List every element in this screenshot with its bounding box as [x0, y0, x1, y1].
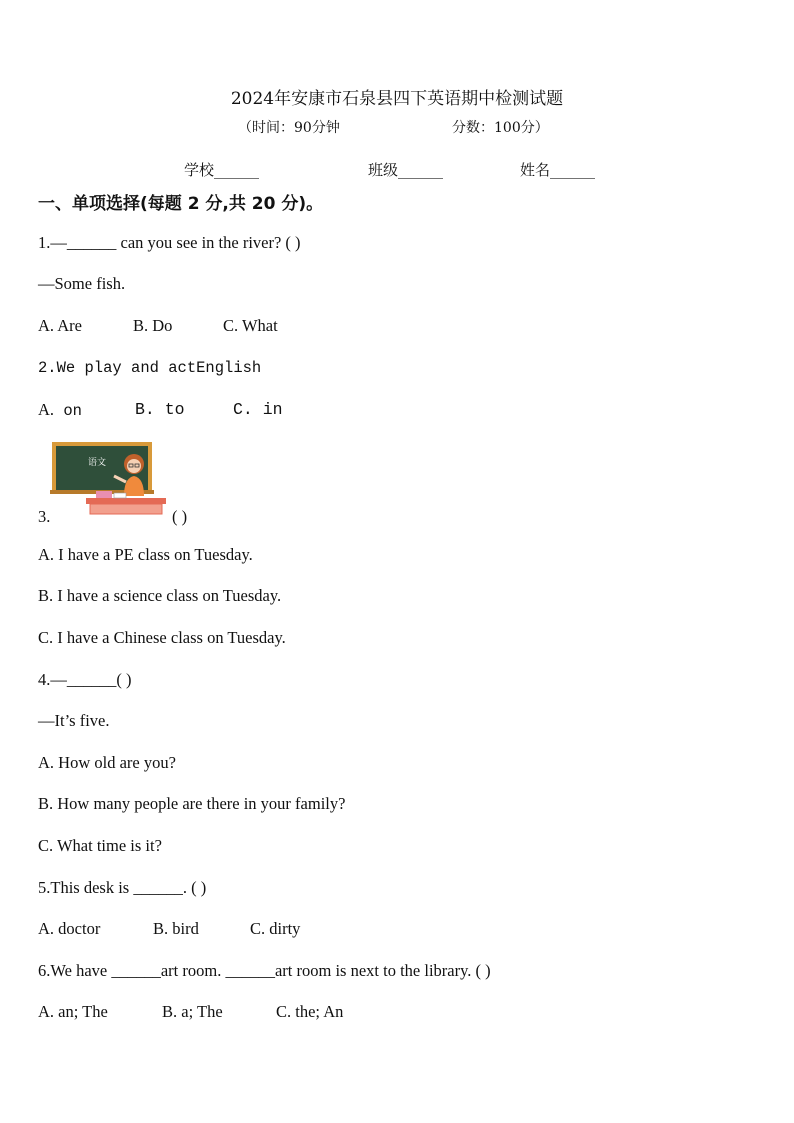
section-heading: 一、单项选择(每题 2 分,共 20 分)。: [38, 194, 324, 214]
answer-blank: ______: [66, 233, 117, 252]
question-6: [38, 961, 491, 981]
question-2-option-b: B. to: [135, 400, 185, 419]
question-4: [38, 670, 132, 690]
book-on-desk: [96, 491, 112, 498]
question-1-option-b: B. Do: [133, 316, 173, 335]
question-3-option-c: C. I have a Chinese class on Tuesday.: [38, 628, 286, 647]
question-1-option-a: A. Are: [38, 316, 82, 335]
classroom-illustration: [50, 440, 168, 518]
dash: —: [50, 670, 67, 689]
question-5: [38, 878, 206, 898]
school-label: 学校: [184, 161, 215, 179]
question-1-option-c: C. What: [223, 316, 278, 335]
class-label: 班级: [368, 161, 399, 179]
class-blank: ______: [398, 161, 444, 179]
question-6-option-b: B. a; The: [162, 1002, 223, 1021]
answer-paren: . ( ): [182, 878, 207, 897]
question-3-option-b: B. I have a science class on Tuesday.: [38, 586, 282, 605]
question-number: 1.: [38, 233, 51, 252]
answer-blank: ______: [66, 670, 117, 689]
desk-front: [90, 504, 162, 514]
question-2-option-a: A. on: [38, 400, 82, 420]
school-blank: ______: [214, 161, 260, 179]
question-number: 4.: [38, 670, 51, 689]
question-5-option-b: B. bird: [153, 919, 199, 938]
paper-on-desk: [114, 493, 126, 498]
question-text: can you see in the river? ( ): [120, 233, 301, 252]
question-1: [38, 233, 301, 253]
question-4-option-a: A. How old are you?: [38, 753, 176, 772]
answer-blank-1: ______: [111, 961, 161, 980]
question-4-option-b: B. How many people are there in your family?: [38, 794, 346, 813]
answer-blank: ______: [133, 878, 183, 897]
answer-paren: ( ): [116, 670, 132, 689]
school-field: [184, 159, 259, 180]
exam-time: （时间：90分钟: [238, 120, 340, 136]
question-text: 5.This desk is: [38, 878, 130, 897]
question-6-option-a: A. an; The: [38, 1002, 108, 1021]
class-field: [368, 159, 443, 180]
question-text-end: art room is next to the library. ( ): [274, 961, 491, 980]
question-3-number: 3.: [38, 507, 51, 526]
name-blank: ______: [550, 161, 596, 179]
question-1-answer: —Some fish.: [38, 274, 126, 293]
dash: —: [50, 233, 67, 252]
answer-blank-2: ______: [225, 961, 275, 980]
question-5-option-c: C. dirty: [250, 919, 301, 938]
page-title: 2024年安康市石泉县四下英语期中检测试题: [230, 89, 564, 109]
desk-top: [86, 498, 166, 504]
question-3-paren: ( ): [172, 507, 188, 526]
question-2-option-c: C. in: [233, 400, 283, 419]
name-label: 姓名: [520, 161, 551, 179]
question-4-answer: —It’s five.: [38, 711, 110, 730]
question-2: 2.We play and actEnglish: [38, 359, 262, 377]
question-5-option-a: A. doctor: [38, 919, 101, 938]
question-3-option-a: A. I have a PE class on Tuesday.: [38, 545, 253, 564]
name-field: [520, 159, 595, 180]
question-6-option-c: C. the; An: [276, 1002, 344, 1021]
question-text: 6.We have: [38, 961, 108, 980]
exam-score: 分数：100分）: [452, 120, 549, 136]
question-4-option-c: C. What time is it?: [38, 836, 162, 855]
question-text-mid: art room.: [160, 961, 222, 980]
board-subject-label: 语文: [88, 458, 107, 468]
